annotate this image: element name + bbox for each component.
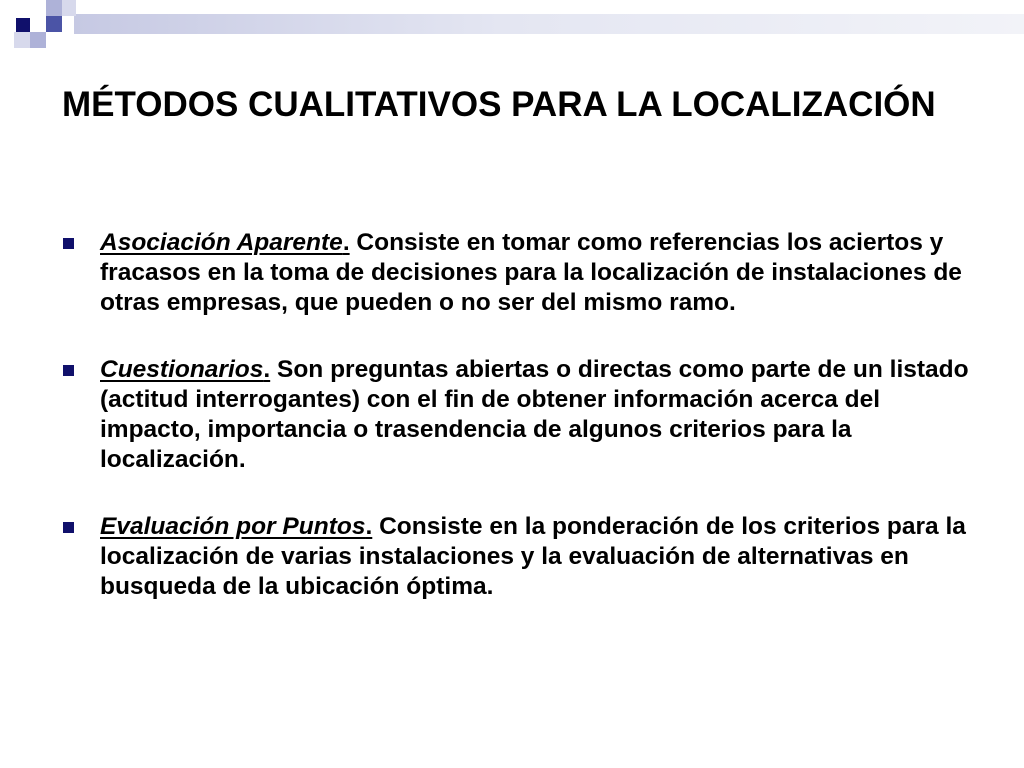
bullet-term: Evaluación por Puntos	[100, 513, 366, 540]
bullet-item-cuestionarios	[62, 355, 972, 475]
bullet-term-separator: .	[342, 229, 350, 256]
header-square-pale	[62, 0, 76, 16]
bullet-text: Consiste en tomar como referencias los aciertos y fracasos en la toma de decisiones para la localización de instalaciones de otras empresas, que pueden o no ser del mismo ramo.	[100, 229, 962, 316]
bullet-text: Consiste en la ponderación de los criterios para la localización de varias instalaciones y la evaluación de alternativas en busqueda de la ubicación óptima.	[100, 513, 966, 600]
bullet-term-separator: .	[263, 356, 271, 383]
square-bullet-icon	[63, 365, 74, 376]
header-square-lavender	[46, 0, 62, 16]
header-square-lavender-lower	[30, 32, 46, 48]
square-bullet-icon	[63, 238, 74, 249]
bullet-item-asociacion-aparente	[62, 228, 972, 318]
header-square-navy	[16, 18, 30, 32]
bullet-item-evaluacion-por-puntos	[62, 512, 972, 602]
bullet-term: Cuestionarios	[100, 356, 264, 383]
slide-title: MÉTODOS CUALITATIVOS PARA LA LOCALIZACIÓN	[62, 85, 936, 124]
bullet-term-separator: .	[365, 513, 373, 540]
bullet-term: Asociación Aparente	[100, 229, 343, 256]
bullet-text: Son preguntas abiertas o directas como parte de un listado (actitud interrogantes) con el fin de obtener información acerca del impacto, importancia o trasendencia de algunos criterios para la localización.	[100, 356, 969, 473]
header-gradient-bar	[74, 14, 1024, 34]
bullet-list	[62, 228, 972, 639]
header-square-blue	[46, 16, 62, 32]
header-square-pale-lower	[14, 32, 30, 48]
square-bullet-icon	[63, 522, 74, 533]
